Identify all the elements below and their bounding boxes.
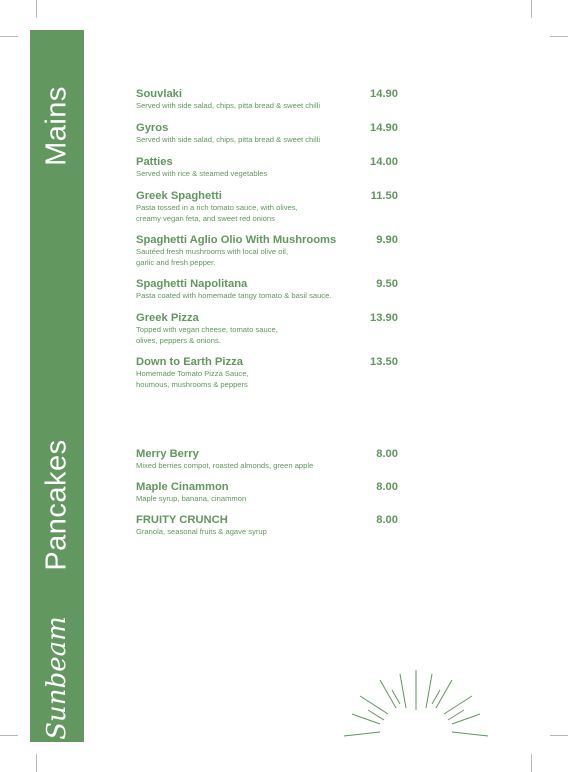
item-name: Spaghetti Napolitana [136,278,248,290]
item-name: Souvlaki [136,88,183,100]
item-price: 13.50 [370,356,398,368]
item-description: Served with side salad, chips, pitta bread & sweet chilli [136,101,321,110]
item-description: Topped with vegan cheese, tomato sauce, olives, peppers & onions. [136,325,278,345]
sidebar [30,30,84,742]
crop-mark [0,735,18,736]
sunrise-illustration [340,668,492,744]
crop-mark [36,0,37,18]
item-price: 14.00 [370,156,398,168]
mains-section-title: Mains [40,86,73,166]
item-price: 8.00 [376,448,398,460]
crop-mark [550,735,568,736]
item-name: Down to Earth Pizza [136,356,243,368]
item-name: Gyros [136,122,169,134]
item-name: Patties [136,156,173,168]
item-name: Greek Spaghetti [136,190,222,202]
item-price: 13.90 [370,312,398,324]
item-name: Maple Cinammon [136,481,229,493]
menu-item [136,312,398,346]
menu-item [136,278,398,302]
item-price: 8.00 [376,481,398,493]
item-name: Spaghetti Aglio Olio With Mushrooms [136,234,337,246]
item-description: Served with side salad, chips, pitta bread & sweet chilli [136,135,321,144]
crop-mark [531,0,532,18]
item-description: Homemade Tomato Pizza Sauce, houmous, mushrooms & peppers [136,369,249,389]
item-price: 14.90 [370,88,398,100]
menu-item [136,514,398,538]
item-name: Merry Berry [136,448,199,460]
item-description: Sautéed fresh mushrooms with local olive oil, garlic and fresh pepper. [136,247,288,267]
brand-logo: Sunbeam [42,616,72,740]
item-price: 8.00 [376,514,398,526]
item-price: 11.50 [370,190,398,202]
menu-item [136,481,398,505]
menu-item [136,88,398,112]
item-description: Served with rice & steamed vegetables [136,169,268,178]
crop-mark [550,36,568,37]
item-description: Granola, seasonal fruits & agave syrup [136,527,267,536]
menu-item [136,448,398,472]
item-price: 14.90 [370,122,398,134]
item-name: Greek Pizza [136,312,199,324]
crop-mark [531,754,532,772]
crop-mark [0,36,18,37]
item-name: FRUITY CRUNCH [136,514,228,526]
pancakes-section-title: Pancakes [40,439,73,571]
menu-item [136,356,398,390]
item-price: 9.90 [376,234,398,246]
crop-mark [36,754,37,772]
item-description: Pasta tossed in a rich tomato sauce, with olives, creamy vegan feta, and sweet red onions [136,203,298,223]
menu-item [136,156,398,180]
item-description: Mixed berries compot, roasted almonds, green apple [136,461,314,470]
menu-item [136,190,398,224]
item-price: 9.50 [376,278,398,290]
item-description: Maple syrup, banana, cinammon [136,494,247,503]
item-description: Pasta coated with homemade tangy tomato & basil sauce. [136,291,332,300]
menu-item [136,234,398,268]
menu-item [136,122,398,146]
